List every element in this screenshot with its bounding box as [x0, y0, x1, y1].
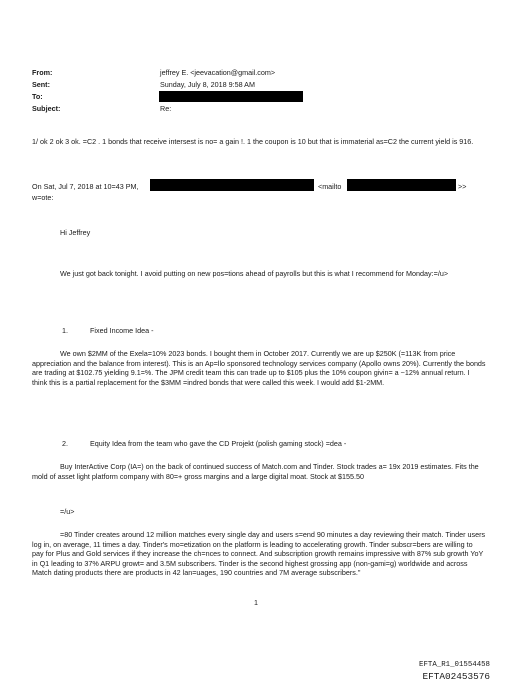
to-redaction: [159, 91, 303, 102]
subject-value: Re:: [160, 104, 172, 113]
reply-text: 1/ ok 2 ok 3 ok. =C2 . 1 bonds that receive intersest is no= a gain !. 1 the coupon is 10 but that is immaterial as=C2 the current yield is 916.: [32, 137, 474, 146]
quote-on-text: On Sat, Jul 7, 2018 at 10=43 PM,: [32, 182, 139, 191]
quote-email-redaction: [347, 179, 456, 191]
section2-number: 2.: [62, 439, 68, 448]
section1-title: Fixed Income Idea -: [90, 326, 154, 335]
quote-body: =80 Tinder creates around 12 million matches every single day and users s=end 90 minutes a day reviewing their match. Tinder users log in, on average, 11 times a day. Tinder's mo=etization on the platform is leading to accelerating growth. Tinder subscr=bers are willing to pay for Plus and Gold services if they increase the ch=nces to connect. And subscription growth remains impressive with 87% sub growth YoY in Q1 leading to 37% ARPU growt= and 3.5M subscribers. Tinder is the second highest grossing app (non-gami=g) worldwide and across Match dating products there are products in 42 lan=uages, 190 countries and 7M average subscribers.": [32, 530, 486, 578]
to-label: To:: [32, 92, 43, 101]
section1-number: 1.: [62, 326, 68, 335]
section2-body: Buy InterActive Corp (IA=) on the back of continued success of Match.com and Tinder. Stock trades a= 19x 2019 estimates. Fits the mold of asset light platform company with 80=+ gross margins and a large digital moat. Stock at $155.50: [32, 462, 479, 481]
greeting: Hi Jeffrey: [60, 228, 91, 237]
footer-id-2: EFTA02453576: [422, 671, 490, 682]
quote-mailto: <mailto: [318, 182, 342, 191]
section2-title: Equity Idea from the team who gave the CD Projekt (polish gaming stock) =dea -: [90, 439, 347, 448]
from-value: jeffrey E. <jeevacation@gmail.com>: [160, 68, 276, 77]
sent-label: Sent:: [32, 80, 50, 89]
intro-paragraph: We just got back tonight. I avoid putting on new pos=tions ahead of payrolls but this is what I recommend for Monday:=/u>: [60, 269, 449, 278]
page-number: 1: [254, 598, 258, 607]
quote-wrote: w=ote:: [32, 193, 54, 202]
tag-line: =/u>: [60, 507, 75, 516]
quote-sender-redaction: [150, 179, 314, 191]
sent-value: Sunday, July 8, 2018 9:58 AM: [160, 80, 255, 89]
subject-label: Subject:: [32, 104, 61, 113]
section1-body: We own $2MM of the Exela=10% 2023 bonds. I bought them in October 2017. Currently we are up $250K (=113K from price appreciation and the balance from interest). This is an Ap=llo sponsored technology services company (Apollo owns 20%). Currently the bonds are trading at $102.75 yielding 9.1=%. The JPM credit team this can trade up to $105 plus the 10% coupon givin= a ~12% annual return. I think this is a partial replacement for the $3MM =indred bonds that were called this week. I would add $1-2MM.: [32, 349, 486, 387]
quote-end: >>: [458, 182, 467, 191]
from-label: From:: [32, 68, 53, 77]
footer-id-1: EFTA_R1_01554458: [419, 661, 490, 669]
